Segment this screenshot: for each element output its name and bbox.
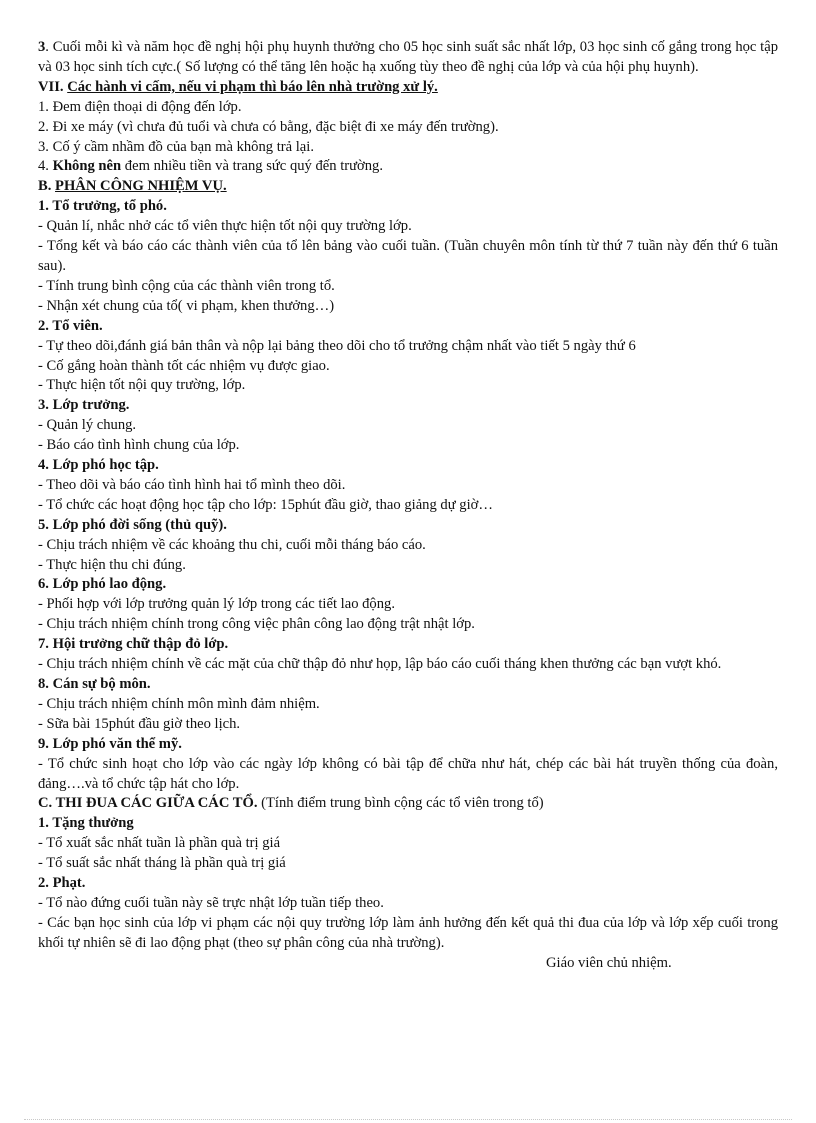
list-item: - Phối hợp với lớp trưởng quản lý lớp trong các tiết lao động. bbox=[38, 596, 395, 613]
list-item: 3. Cố ý cầm nhầm đồ của bạn mà không trả lại. bbox=[38, 138, 314, 155]
list-item: - Quản lý chung. bbox=[38, 417, 137, 434]
list-item: - Tổ chức sinh hoạt cho lớp vào các ngày lớp không có bài tập để chữa như hát, chép các bài hát truyền thống của đoàn, đảng….và tổ chức tập hát cho lớp. bbox=[38, 755, 778, 792]
list-item: - Tổ chức các hoạt động học tập cho lớp: 15phút đầu giờ, thao giảng dự giờ… bbox=[38, 496, 493, 513]
list-item bbox=[38, 157, 778, 177]
subsection-title: 9. Lớp phó văn thể mỹ. bbox=[38, 735, 182, 752]
list-item: - Báo cáo tình hình chung của lớp. bbox=[38, 437, 240, 454]
subsection-title: 2. Phạt. bbox=[38, 875, 86, 892]
page-bottom-border bbox=[24, 1119, 792, 1120]
section-b-heading bbox=[38, 177, 778, 197]
section-vii-number: VII. bbox=[38, 78, 68, 95]
list-item: - Nhận xét chung của tổ( vi phạm, khen thưởng…) bbox=[38, 297, 335, 314]
list-item: - Tự theo dõi,đánh giá bản thân và nộp lại bảng theo dõi cho tổ trưởng chậm nhất vào tiết 5 ngày thứ 6 bbox=[38, 337, 636, 354]
list-item: - Chịu trách nhiệm chính trong công việc phân công lao động trật nhật lớp. bbox=[38, 616, 475, 633]
list-item: - Tổ suất sắc nhất tháng là phần quà trị giá bbox=[38, 855, 286, 872]
subsection-title: 1. Tổ trưởng, tổ phó. bbox=[38, 198, 167, 215]
list-item: - Tính trung bình cộng của các thành viên trong tổ. bbox=[38, 277, 335, 294]
section-c-note: (Tính điểm trung bình cộng các tổ viên trong tổ) bbox=[261, 795, 544, 812]
list-item: - Thực hiện thu chi đúng. bbox=[38, 556, 186, 573]
subsection-title: 1. Tặng thưởng bbox=[38, 815, 134, 832]
subsection-title: 5. Lớp phó đời sống (thủ quỹ). bbox=[38, 516, 227, 533]
subsection-title: 8. Cán sự bộ môn. bbox=[38, 676, 151, 692]
list-item: 1. Đem điện thoại di động đến lớp. bbox=[38, 98, 242, 115]
list-item: - Sữa bài 15phút đầu giờ theo lịch. bbox=[38, 715, 241, 732]
list-item-bold-text: Không nên bbox=[52, 158, 122, 175]
list-item: - Chịu trách nhiệm chính môn mình đảm nhiệm. bbox=[38, 695, 320, 712]
subsection-title: 2. Tổ viên. bbox=[38, 317, 103, 334]
list-item: - Quản lí, nhắc nhở các tổ viên thực hiện tốt nội quy trường lớp. bbox=[38, 218, 412, 235]
subsection-title: 3. Lớp trưởng. bbox=[38, 397, 130, 414]
section-vii-heading bbox=[38, 78, 778, 98]
list-item: - Cố gắng hoàn thành tốt các nhiệm vụ được giao. bbox=[38, 357, 330, 374]
list-item: - Chịu trách nhiệm chính về các mặt của chữ thập đỏ như họp, lập báo cáo cuối tháng khen thưởng các bạn vượt khó. bbox=[38, 656, 722, 673]
document-page bbox=[38, 38, 778, 974]
list-item: - Các bạn học sinh của lớp vi phạm các nội quy trường lớp làm ảnh hưởng đến kết quả thi đua của lớp và lớp xếp cuối trong khối tự nhiên sẽ đi lao động phạt (theo sự phân công của nhà trường). bbox=[38, 914, 778, 951]
list-item: - Tổ nào đứng cuối tuần này sẽ trực nhật lớp tuần tiếp theo. bbox=[38, 894, 384, 911]
section-vii-title: Các hành vi cấm, nếu vi phạm thì báo lên nhà trường xử lý. bbox=[67, 78, 438, 95]
list-item: 2. Đi xe máy (vì chưa đủ tuổi và chưa có bằng, đặc biệt đi xe máy đến trường). bbox=[38, 118, 499, 135]
paragraph-3-number: 3 bbox=[38, 39, 46, 55]
paragraph-3-text: . Cuối mỗi kì và năm học đề nghị hội phụ huynh thưởng cho 05 học sinh suất sắc nhất lớp, 03 học sinh cố gắng trong học tập và 03 học sinh tích cực.( Số lượng có thể tăng lên hoặc hạ xuống tùy theo đề nghị của lớp và của hội phụ huynh). bbox=[38, 39, 778, 75]
subsection-title: 7. Hội trưởng chữ thập đỏ lớp. bbox=[38, 636, 229, 653]
list-item: - Thực hiện tốt nội quy trường, lớp. bbox=[38, 377, 246, 394]
section-c-title: C. THI ĐUA CÁC GIỮA CÁC TỔ. bbox=[38, 795, 262, 812]
list-item: - Tổ xuất sắc nhất tuần là phần quà trị giá bbox=[38, 835, 281, 852]
paragraph-3 bbox=[38, 38, 778, 78]
list-item: - Theo dõi và báo cáo tình hình hai tổ mình theo dõi. bbox=[38, 476, 346, 493]
list-item: - Tổng kết và báo cáo các thành viên của tổ lên bảng vào cuối tuần. (Tuần chuyên môn tính từ thứ 7 tuần này đến thứ 6 tuần sau). bbox=[38, 238, 778, 274]
signature-line: Giáo viên chủ nhiệm. bbox=[546, 954, 672, 971]
section-b-title: PHÂN CÔNG NHIỆM VỤ. bbox=[55, 178, 227, 195]
section-b-number: B. bbox=[38, 178, 56, 195]
section-c-heading bbox=[38, 794, 778, 814]
list-item-text: đem nhiều tiền và trang sức quý đến trường. bbox=[121, 158, 383, 175]
list-item: - Chịu trách nhiệm về các khoảng thu chi, cuối mỗi tháng báo cáo. bbox=[38, 536, 426, 553]
list-item-number: 4. bbox=[38, 158, 53, 175]
subsection-title: 6. Lớp phó lao động. bbox=[38, 576, 167, 593]
subsection-title: 4. Lớp phó học tập. bbox=[38, 457, 159, 474]
